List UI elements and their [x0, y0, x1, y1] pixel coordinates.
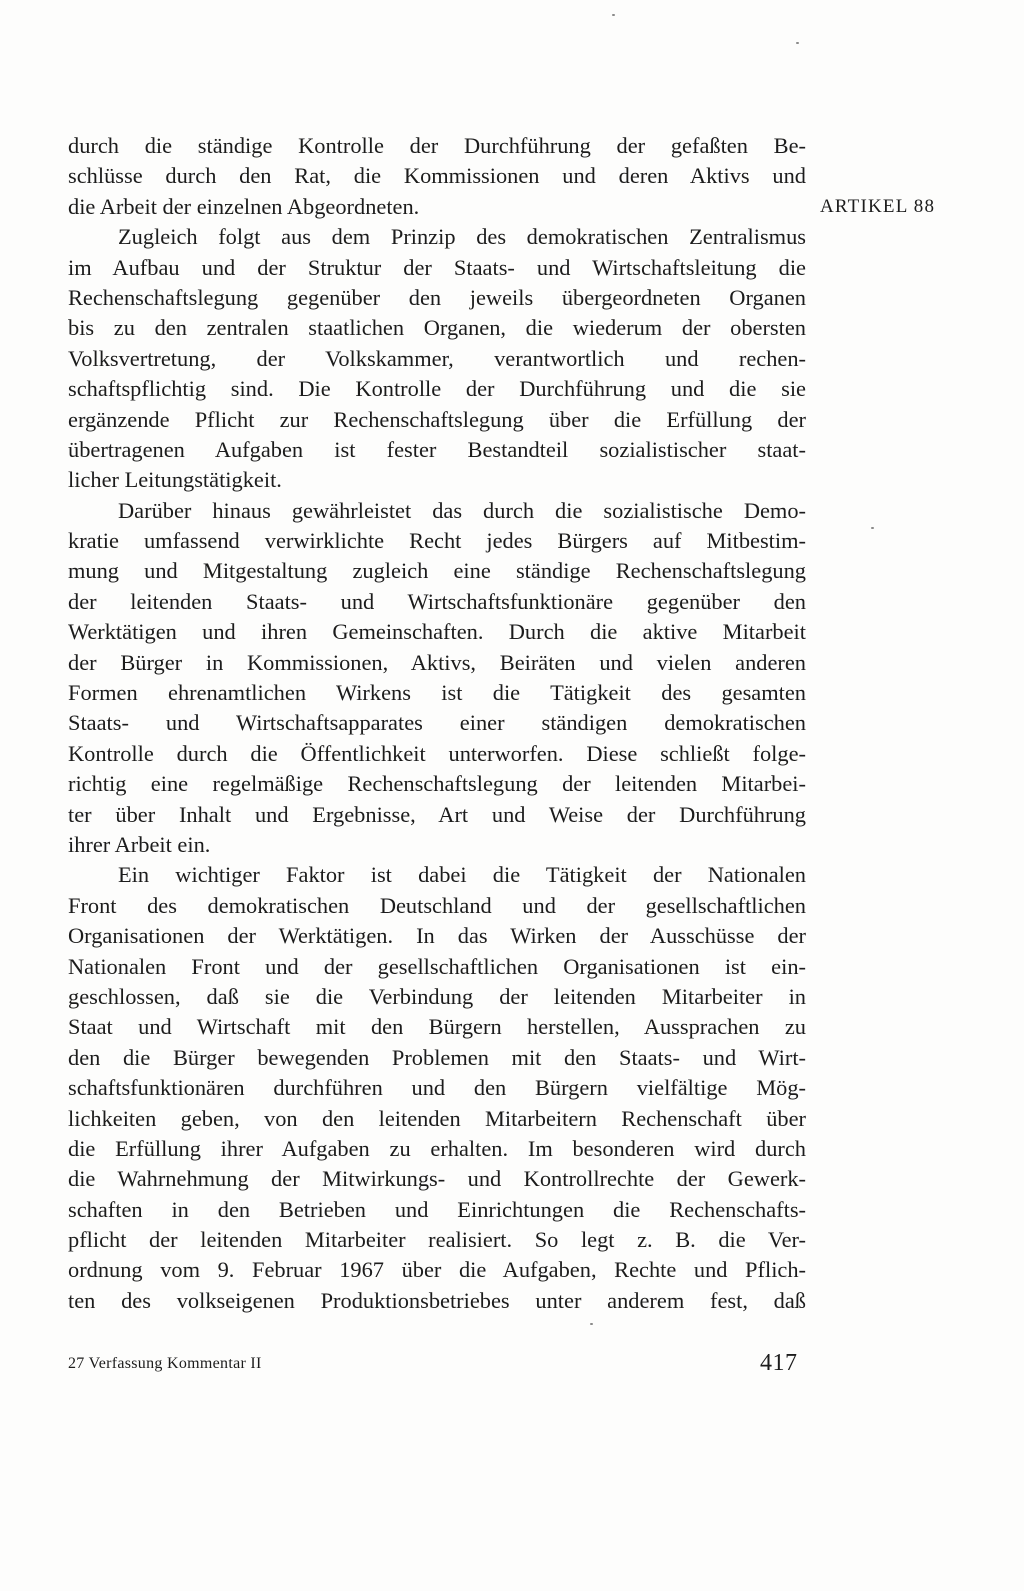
text-line: schaftspflichtig sind. Die Kontrolle der Durchführung und die sie: [68, 376, 806, 402]
text-line: die Arbeit der einzelnen Abgeordneten.: [68, 193, 420, 219]
text-line: ordnung vom 9. Februar 1967 über die Aufgaben, Rechte und Pflich-: [68, 1257, 806, 1283]
text-line: im Aufbau und der Struktur der Staats- und Wirtschaftsleitung die: [68, 254, 806, 280]
text-line: schlüsse durch den Rat, die Kommissionen und deren Aktivs und: [68, 163, 806, 189]
text-line: Rechenschaftslegung gegenüber den jeweils übergeordneten Organen: [68, 284, 806, 310]
text-line: geschlossen, daß sie die Verbindung der leitenden Mitarbeiter in: [68, 983, 806, 1009]
text-line: bis zu den zentralen staatlichen Organen, die wiederum der obersten: [68, 315, 806, 341]
text-line: ihrer Arbeit ein.: [68, 831, 211, 857]
text-line: Volksvertretung, der Volkskammer, verantwortlich und rechen-: [68, 345, 806, 371]
page-number: 417: [760, 1350, 798, 1376]
article-margin-note: ARTIKEL 88: [820, 196, 936, 217]
scan-speck: [871, 527, 874, 529]
text-line: mung und Mitgestaltung zugleich eine ständige Rechenschaftslegung: [68, 558, 806, 584]
text-line: ergänzende Pflicht zur Rechenschaftslegung über die Erfüllung der: [68, 406, 806, 432]
text-line: schaftsfunktionären durchführen und den Bürgern vielfältige Mög-: [68, 1075, 806, 1101]
text-line: kratie umfassend verwirklichte Recht jedes Bürgers auf Mitbestim-: [68, 528, 806, 554]
text-line: Formen ehrenamtlichen Wirkens ist die Tätigkeit des gesamten: [68, 680, 806, 706]
text-line: Kontrolle durch die Öffentlichkeit unterworfen. Diese schließt folge-: [68, 740, 806, 766]
text-line: übertragenen Aufgaben ist fester Bestandteil sozialistischer staat-: [68, 436, 806, 462]
text-line: durch die ständige Kontrolle der Durchführung der gefaßten Be-: [68, 133, 806, 158]
text-line: Nationalen Front und der gesellschaftlichen Organisationen ist ein-: [68, 953, 806, 979]
text-line: pflicht der leitenden Mitarbeiter realisiert. So legt z. B. die Ver-: [68, 1227, 806, 1253]
text-line: Darüber hinaus gewährleistet das durch die sozialistische Demo-: [118, 497, 806, 523]
text-line: Staat und Wirtschaft mit den Bürgern herstellen, Aussprachen zu: [68, 1014, 806, 1040]
text-line: richtig eine regelmäßige Rechenschaftslegung der leitenden Mitarbei-: [68, 771, 806, 797]
text-line: Werktätigen und ihren Gemeinschaften. Durch die aktive Mitarbeit: [68, 619, 806, 645]
text-line: Front des demokratischen Deutschland und der gesellschaftlichen: [68, 892, 806, 918]
text-line: die Wahrnehmung der Mitwirkungs- und Kontrollrechte der Gewerk-: [68, 1166, 806, 1192]
text-line: ten des volkseigenen Produktionsbetriebes unter anderem fest, daß: [68, 1287, 806, 1313]
text-line: der Bürger in Kommissionen, Aktivs, Beiräten und vielen anderen: [68, 649, 806, 675]
footer-signature: 27 Verfassung Kommentar II: [68, 1355, 262, 1372]
text-line: schaften in den Betrieben und Einrichtungen die Rechenschafts-: [68, 1196, 806, 1222]
text-line: die Erfüllung ihrer Aufgaben zu erhalten. Im besonderen wird durch: [68, 1135, 806, 1161]
text-line: den die Bürger bewegenden Problemen mit den Staats- und Wirt-: [68, 1044, 806, 1070]
text-line: der leitenden Staats- und Wirtschaftsfunktionäre gegenüber den: [68, 588, 806, 614]
text-line: Ein wichtiger Faktor ist dabei die Tätigkeit der Nationalen: [118, 862, 806, 888]
scan-speck: [796, 42, 799, 44]
text-line: Organisationen der Werktätigen. In das Wirken der Ausschüsse der: [68, 923, 806, 949]
scan-speck: [612, 14, 615, 16]
text-line: licher Leitungstätigkeit.: [68, 467, 282, 493]
body-text: [68, 131, 806, 1316]
text-line: Zugleich folgt aus dem Prinzip des demokratischen Zentralismus: [118, 224, 806, 250]
text-line: lichkeiten geben, von den leitenden Mitarbeitern Rechenschaft über: [68, 1105, 806, 1131]
text-line: Staats- und Wirtschaftsapparates einer ständigen demokratischen: [68, 710, 806, 736]
scan-speck: [590, 1323, 593, 1325]
text-line: ter über Inhalt und Ergebnisse, Art und Weise der Durchführung: [68, 801, 806, 827]
